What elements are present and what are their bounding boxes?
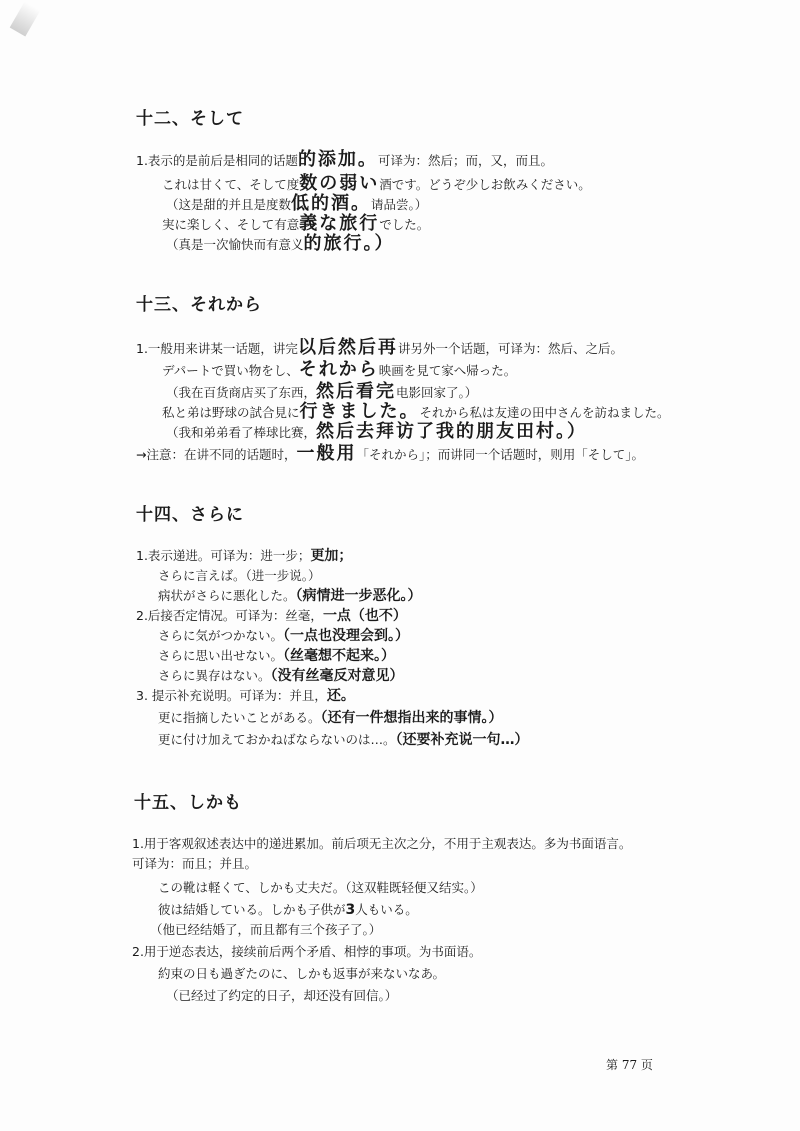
section-title: 十二、そして <box>136 109 244 129</box>
text-line: さらに異存はない。（没有丝毫反对意见） <box>158 668 404 684</box>
text-line: （真是一次愉快而有意义的旅行。） <box>166 233 395 254</box>
text-line: （我和弟弟看了棒球比赛，然后去拜访了我的朋友田村。） <box>166 421 588 442</box>
text-line: 可译为：而且；并且。 <box>132 856 258 871</box>
text-line: （他已经结婚了，而且都有三个孩子了。） <box>150 922 382 937</box>
text-line: 1.表示递进。可译为：进一步；更加； <box>136 548 353 564</box>
text-line: （我在百货商店买了东西，然后看完电影回家了。） <box>166 381 478 402</box>
text-line: 彼は結婚している。しかも子供が3人もいる。 <box>158 902 418 918</box>
section-title: 十五、しかも <box>134 793 242 813</box>
text-line: 病状がさらに悪化した。（病情进一步恶化。） <box>158 588 422 604</box>
text-line: （已经过了约定的日子，却还没有回信。） <box>166 988 398 1003</box>
text-line: （这是甜的并且是度数低的酒。请品尝。） <box>166 193 428 214</box>
text-line: 1.用于客观叙述表达中的递进累加。前后项无主次之分，不用于主观表达。多为书面语言。 <box>132 836 632 851</box>
section-title: 十四、さらに <box>136 505 244 525</box>
section-title: 十三、それから <box>136 295 262 315</box>
text-line: 2.用于逆态表达，接续前后两个矛盾、相悖的事项。为书面语。 <box>132 944 482 959</box>
page-number: 第 77 页 <box>606 1058 653 1072</box>
text-line: →注意：在讲不同的话题时，一般用「それから」；而讲同一个话题时，则用「そして」。 <box>136 443 644 464</box>
text-line: これは甘くて、そして度数の弱い酒です。どうぞ少しお飲みください。 <box>162 173 591 194</box>
text-line: さらに言えば。（进一步说。） <box>158 568 321 583</box>
text-line: 私と弟は野球の試合見に行きました。それから私は友達の田中さんを訪ねました。 <box>162 401 670 422</box>
text-line: 実に楽しく、そして有意義な旅行でした。 <box>162 213 430 234</box>
text-line: 1.表示的是前后是相同的话题的添加。可译为：然后；而，又，而且。 <box>136 149 553 170</box>
text-line: 3. 提示补充说明。可译为：并且，还。 <box>136 688 355 704</box>
text-line: さらに気がつかない。（一点也没理会到。） <box>158 628 410 644</box>
text-line: 1.一般用来讲某一话题，讲完以后然后再讲另外一个话题，可译为：然后、之后。 <box>136 337 623 358</box>
text-line: さらに思い出せない。（丝毫想不起来。） <box>158 648 396 664</box>
text-line: この靴は軽くて、しかも丈夫だ。（这双鞋既轻便又结实。） <box>158 880 483 895</box>
text-line: 更に指摘したいことがある。（还有一件想指出来的事情。） <box>158 710 503 726</box>
scan-mark <box>10 2 41 37</box>
text-line: デパートで買い物をし、それから映画を見て家へ帰った。 <box>162 359 517 380</box>
text-line: 2.后接否定情况。可译为：丝毫，一点（也不） <box>136 608 407 624</box>
text-line: 更に付け加えておかねばならないのは…。（还要补充说一句…） <box>158 732 529 748</box>
text-line: 約束の日も過ぎたのに、しかも返事が来ないなあ。 <box>158 966 446 981</box>
